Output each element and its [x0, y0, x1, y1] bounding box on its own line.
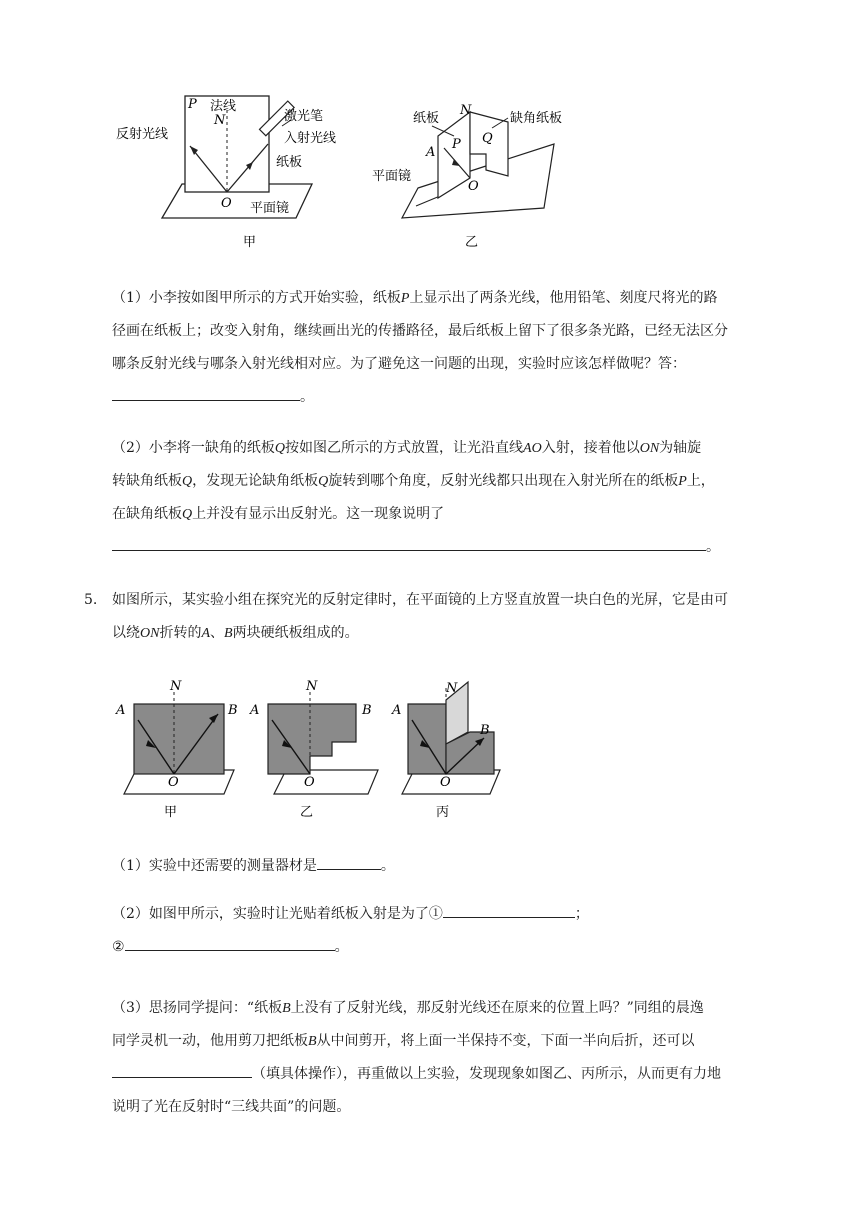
label-B: B — [362, 703, 372, 718]
label-N: N — [460, 103, 472, 118]
label-O: O — [468, 179, 479, 194]
q4-p1-line1 — [112, 282, 772, 315]
answer-blank[interactable] — [112, 536, 706, 551]
text: ，发现无论缺角纸板 — [192, 473, 319, 489]
text: （3）思扬同学提问：“纸板 — [112, 1000, 283, 1016]
text: 为轴旋 — [659, 440, 702, 456]
text: 两块硬纸板组成的。 — [232, 625, 359, 641]
text: 折转的 — [159, 625, 202, 641]
answer-blank-2[interactable] — [125, 936, 335, 951]
figure-jia-reflection-setup — [110, 88, 360, 258]
q4-p2-line3 — [112, 498, 772, 531]
var-B: B — [224, 626, 233, 641]
label-A: A — [426, 145, 436, 160]
label-O: O — [168, 775, 179, 790]
var-Q: Q — [318, 474, 329, 489]
q5-s3-line4: 说明了光在反射时“三线共面”的问题。 — [112, 1099, 351, 1115]
q5-stem — [112, 584, 772, 650]
label-reflected: 反射光线 — [116, 127, 169, 142]
q4-p2-line2 — [112, 465, 772, 498]
label-O: O — [221, 196, 232, 211]
q5-number: 5. — [84, 592, 98, 608]
var-B: B — [282, 1001, 291, 1016]
q5-s3-line3 — [112, 1058, 772, 1091]
label-N: N — [170, 679, 182, 694]
caption-jia: 甲 — [164, 805, 178, 820]
text: （2）如图甲所示，实验时让光贴着纸板入射是为了① — [112, 906, 443, 922]
var-ON: ON — [140, 626, 160, 641]
label-laser-pen: 激光笔 — [284, 109, 324, 124]
var-AO: AO — [523, 441, 542, 456]
text: 从中间剪开，将上面一半保持不变，下面一半向后折，还可以 — [316, 1033, 695, 1049]
caption-bing: 丙 — [436, 805, 450, 820]
text: 上没有了反射光线，那反射光线还在原来的位置上吗？”同组的晨逸 — [290, 1000, 704, 1016]
label-O: O — [304, 775, 315, 790]
q5-s3-line2 — [112, 1025, 772, 1058]
panel-jia — [115, 679, 238, 820]
label-notched-board: 缺角纸板 — [510, 111, 563, 126]
q5-s2-line2 — [112, 931, 772, 964]
q4-part1 — [112, 282, 772, 414]
var-P: P — [678, 474, 687, 489]
answer-blank[interactable] — [112, 1063, 252, 1078]
label-board: 纸板 — [413, 111, 440, 126]
q5-line2 — [112, 617, 772, 650]
text: 。 — [380, 858, 395, 874]
text: 入射，接着他以 — [541, 440, 640, 456]
figure-q5-three-boards — [110, 670, 510, 830]
label-P: P — [188, 97, 197, 112]
label-mirror: 平面镜 — [250, 201, 290, 216]
q5-s1-line — [112, 850, 772, 883]
label-normal: 法线 — [210, 99, 237, 114]
text: 转缺角纸板 — [112, 473, 182, 489]
caption-yi: 乙 — [300, 805, 314, 820]
text: 上并没有显示出反射光。这一现象说明了 — [192, 506, 445, 522]
text: 上， — [686, 473, 715, 489]
q4-part2 — [112, 432, 772, 564]
text: 在缺角纸板 — [112, 506, 182, 522]
label-N: N — [214, 113, 226, 128]
text: 。 — [334, 939, 349, 955]
label-A: A — [116, 703, 126, 718]
q4-p1-line3: 哪条反射光线与哪条入射光线相对应。为了避免这一问题的出现，实验时应该怎样做呢？答： — [112, 356, 686, 372]
label-A: A — [250, 703, 260, 718]
q4-p2-line4 — [112, 531, 772, 564]
answer-blank[interactable] — [317, 855, 381, 870]
q4-p1-line2: 径画在纸板上；改变入射角，继续画出光的传播路径，最后纸板上留下了很多条光路，已经无法区分 — [112, 323, 728, 339]
label-Q: Q — [482, 131, 493, 146]
text: 。 — [706, 539, 720, 555]
figure-yi-notched-board — [368, 96, 598, 258]
var-A: A — [201, 626, 211, 641]
caption-yi: 乙 — [465, 235, 479, 250]
q4-p2-line1 — [112, 432, 772, 465]
text: 同学灵机一动，他用剪刀把纸板 — [112, 1033, 308, 1049]
q5-sub1 — [112, 850, 772, 883]
label-B: B — [228, 703, 238, 718]
text: 、 — [210, 625, 225, 641]
text: 以绕 — [112, 625, 140, 641]
label-O: O — [440, 775, 451, 790]
q5-sub3 — [112, 992, 772, 1124]
q5-s3-line1 — [112, 992, 772, 1025]
text: ； — [574, 906, 589, 922]
text: 旋转到哪个角度，反射光线都只出现在入射光所在的纸板 — [328, 473, 679, 489]
text: （1）小李按如图甲所示的方式开始实验，纸板 — [112, 290, 401, 306]
text: （填具体操作），再重做以上实验，发现现象如图乙、丙所示，从而更有力地 — [252, 1066, 721, 1082]
text: （2）小李将一缺角的纸板 — [112, 440, 275, 456]
label-incident: 入射光线 — [284, 131, 337, 146]
answer-blank[interactable] — [112, 386, 300, 401]
q5-sub2 — [112, 898, 772, 964]
var-Q: Q — [182, 474, 193, 489]
label-mirror: 平面镜 — [372, 169, 412, 184]
label-N: N — [306, 679, 318, 694]
panel-yi — [249, 679, 378, 820]
var-B: B — [308, 1034, 317, 1049]
label-board: 纸板 — [276, 155, 303, 170]
caption-jia: 甲 — [243, 235, 257, 250]
label-A: A — [392, 703, 402, 718]
label-B: B — [480, 723, 490, 738]
text: 。 — [300, 389, 314, 405]
panel-bing — [391, 681, 500, 820]
label-N: N — [446, 681, 458, 696]
var-ON: ON — [639, 441, 660, 456]
var-Q: Q — [182, 507, 193, 522]
var-Q: Q — [274, 441, 286, 456]
label-P: P — [452, 137, 461, 152]
text: 按如图乙所示的方式放置，让光沿直线 — [285, 440, 524, 456]
text: （1）实验中还需要的测量器材是 — [112, 858, 317, 874]
text: ② — [112, 939, 125, 955]
q5-line1: 如图所示，某实验小组在探究光的反射定律时，在平面镜的上方竖直放置一块白色的光屏，它是由可 — [112, 592, 728, 608]
q4-p1-line4 — [112, 381, 772, 414]
text: 上显示出了两条光线，他用铅笔、刻度尺将光的路 — [409, 290, 718, 306]
answer-blank-1[interactable] — [443, 903, 575, 918]
var-P: P — [400, 291, 410, 306]
q5-s2-line1 — [112, 898, 772, 931]
